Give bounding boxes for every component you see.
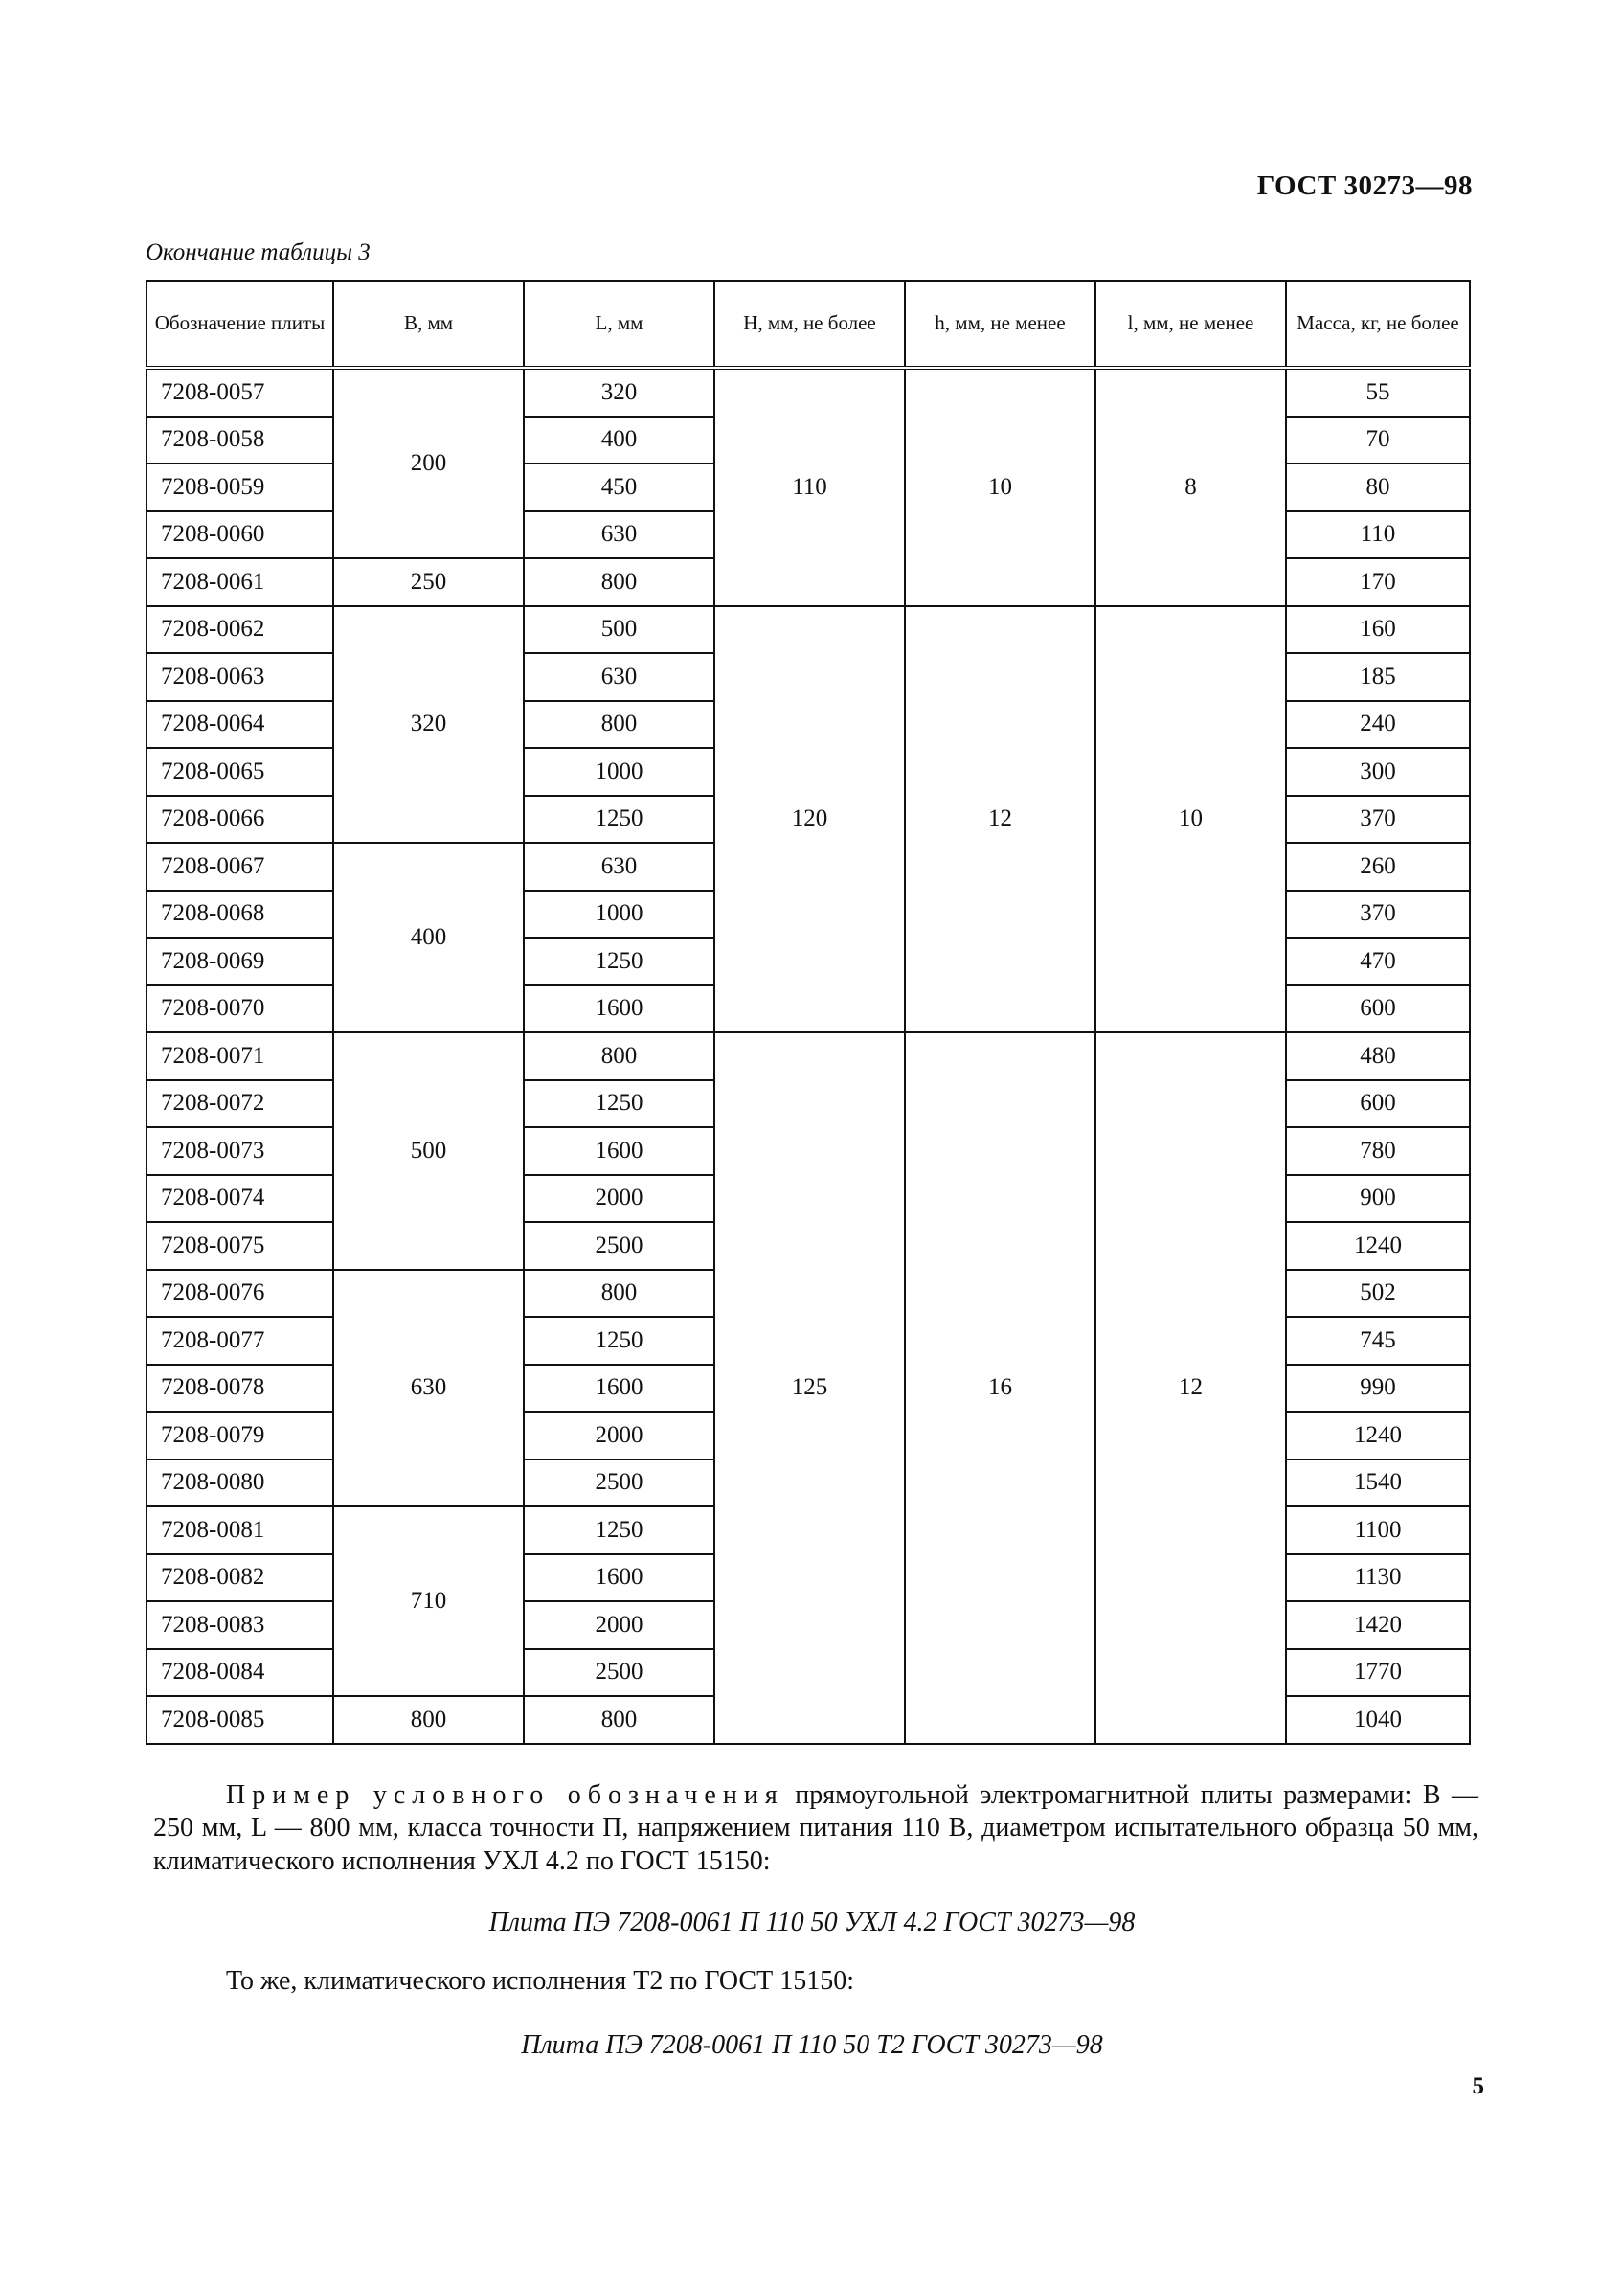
- mass-cell: 470: [1286, 938, 1470, 985]
- mass-cell: 780: [1286, 1127, 1470, 1175]
- designation-cell: 7208-0059: [147, 464, 333, 511]
- l-cell: 1250: [524, 938, 714, 985]
- column-header: Масса, кг, не более: [1286, 281, 1470, 368]
- l-cell: 1250: [524, 796, 714, 844]
- mass-cell: 1420: [1286, 1601, 1470, 1649]
- l-cell: 2000: [524, 1601, 714, 1649]
- l-cell: 800: [524, 701, 714, 749]
- designation-cell: 7208-0074: [147, 1175, 333, 1223]
- l-cell: 630: [524, 843, 714, 891]
- l-cell: 2000: [524, 1412, 714, 1459]
- mass-cell: 745: [1286, 1317, 1470, 1365]
- l-cell: 500: [524, 606, 714, 654]
- column-header: B, мм: [333, 281, 524, 368]
- l-cell: 1600: [524, 985, 714, 1033]
- designation-cell: 7208-0066: [147, 796, 333, 844]
- b-cell: 400: [333, 843, 524, 1032]
- l-cell: 2500: [524, 1459, 714, 1507]
- mass-cell: 170: [1286, 558, 1470, 606]
- designation-cell: 7208-0064: [147, 701, 333, 749]
- mass-cell: 300: [1286, 748, 1470, 796]
- designation-cell: 7208-0081: [147, 1506, 333, 1554]
- mass-cell: 480: [1286, 1032, 1470, 1080]
- b-cell: 250: [333, 558, 524, 606]
- designation-cell: 7208-0084: [147, 1649, 333, 1697]
- designation-cell: 7208-0069: [147, 938, 333, 985]
- designation-cell: 7208-0079: [147, 1412, 333, 1459]
- mass-cell: 80: [1286, 464, 1470, 511]
- designation-cell: 7208-0077: [147, 1317, 333, 1365]
- l-cell: 630: [524, 511, 714, 559]
- h-min-cell: 16: [905, 1032, 1095, 1744]
- table-row: [147, 368, 1470, 417]
- l-cell: 800: [524, 1696, 714, 1744]
- l-cell: 1000: [524, 748, 714, 796]
- l-cell: 800: [524, 558, 714, 606]
- b-cell: 200: [333, 368, 524, 558]
- l-cell: 1000: [524, 891, 714, 939]
- designation-cell: 7208-0057: [147, 368, 333, 417]
- mass-cell: 70: [1286, 417, 1470, 464]
- designation-cell: 7208-0068: [147, 891, 333, 939]
- l-cell: 800: [524, 1270, 714, 1318]
- mass-cell: 1240: [1286, 1222, 1470, 1270]
- l-min-cell: 12: [1095, 1032, 1286, 1744]
- h-max-cell: 125: [714, 1032, 905, 1744]
- mass-cell: 160: [1286, 606, 1470, 654]
- h-min-cell: 10: [905, 368, 1095, 606]
- l-cell: 400: [524, 417, 714, 464]
- l-cell: 1250: [524, 1080, 714, 1128]
- designation-cell: 7208-0061: [147, 558, 333, 606]
- document-header: ГОСТ 30273—98: [1256, 170, 1473, 201]
- same-note: То же, климатического исполнения Т2 по ГОСТ 15150:: [226, 1966, 854, 1996]
- designation-cell: 7208-0085: [147, 1696, 333, 1744]
- mass-cell: 370: [1286, 891, 1470, 939]
- b-cell: 320: [333, 606, 524, 844]
- designation-line-2: Плита ПЭ 7208-0061 П 110 50 Т2 ГОСТ 30273—98: [521, 2030, 1103, 2060]
- l-min-cell: 10: [1095, 606, 1286, 1033]
- mass-cell: 110: [1286, 511, 1470, 559]
- mass-cell: 1100: [1286, 1506, 1470, 1554]
- column-header: H, мм, не более: [714, 281, 905, 368]
- table-row: [147, 1032, 1470, 1080]
- l-min-cell: 8: [1095, 368, 1286, 606]
- h-min-cell: 12: [905, 606, 1095, 1033]
- mass-cell: 1240: [1286, 1412, 1470, 1459]
- spec-table: [146, 280, 1471, 1745]
- designation-cell: 7208-0063: [147, 653, 333, 701]
- designation-example: [153, 1779, 1478, 1878]
- h-max-cell: 120: [714, 606, 905, 1033]
- l-cell: 320: [524, 368, 714, 417]
- page-number: 5: [1472, 2073, 1484, 2099]
- l-cell: 630: [524, 653, 714, 701]
- l-cell: 2500: [524, 1649, 714, 1697]
- designation-cell: 7208-0072: [147, 1080, 333, 1128]
- designation-cell: 7208-0075: [147, 1222, 333, 1270]
- table-row: [147, 606, 1470, 654]
- l-cell: 1600: [524, 1554, 714, 1602]
- mass-cell: 502: [1286, 1270, 1470, 1318]
- column-header: L, мм: [524, 281, 714, 368]
- mass-cell: 240: [1286, 701, 1470, 749]
- l-cell: 1250: [524, 1317, 714, 1365]
- mass-cell: 600: [1286, 1080, 1470, 1128]
- mass-cell: 260: [1286, 843, 1470, 891]
- designation-cell: 7208-0076: [147, 1270, 333, 1318]
- mass-cell: 1130: [1286, 1554, 1470, 1602]
- example-text: прямоугольной электромагнитной плиты размерами: B — 250 мм, L — 800 мм, класса точности П, напряжением питания 110 В, диаметром испытательного образца 50 мм, климатического исполнения УХЛ 4.2 по ГОСТ 15150:: [153, 1780, 1479, 1876]
- mass-cell: 370: [1286, 796, 1470, 844]
- designation-cell: 7208-0078: [147, 1365, 333, 1413]
- mass-cell: 1540: [1286, 1459, 1470, 1507]
- b-cell: 500: [333, 1032, 524, 1270]
- table-header-row: [147, 281, 1470, 368]
- designation-cell: 7208-0062: [147, 606, 333, 654]
- l-cell: 1250: [524, 1506, 714, 1554]
- table-caption: Окончание таблицы 3: [146, 239, 371, 265]
- mass-cell: 55: [1286, 368, 1470, 417]
- designation-cell: 7208-0083: [147, 1601, 333, 1649]
- designation-cell: 7208-0070: [147, 985, 333, 1033]
- l-cell: 450: [524, 464, 714, 511]
- l-cell: 2500: [524, 1222, 714, 1270]
- b-cell: 800: [333, 1696, 524, 1744]
- designation-cell: 7208-0065: [147, 748, 333, 796]
- mass-cell: 1770: [1286, 1649, 1470, 1697]
- designation-cell: 7208-0067: [147, 843, 333, 891]
- designation-cell: 7208-0071: [147, 1032, 333, 1080]
- designation-line-1: Плита ПЭ 7208-0061 П 110 50 УХЛ 4.2 ГОСТ 30273—98: [488, 1908, 1136, 1937]
- mass-cell: 900: [1286, 1175, 1470, 1223]
- mass-cell: 990: [1286, 1365, 1470, 1413]
- designation-cell: 7208-0082: [147, 1554, 333, 1602]
- l-cell: 2000: [524, 1175, 714, 1223]
- mass-cell: 600: [1286, 985, 1470, 1033]
- column-header: Обозначение плиты: [147, 281, 333, 368]
- column-header: l, мм, не менее: [1095, 281, 1286, 368]
- mass-cell: 185: [1286, 653, 1470, 701]
- l-cell: 1600: [524, 1365, 714, 1413]
- mass-cell: 1040: [1286, 1696, 1470, 1744]
- example-lead: Пример условного обозначения: [226, 1780, 784, 1810]
- l-cell: 1600: [524, 1127, 714, 1175]
- h-max-cell: 110: [714, 368, 905, 606]
- designation-cell: 7208-0060: [147, 511, 333, 559]
- b-cell: 710: [333, 1506, 524, 1696]
- column-header: h, мм, не менее: [905, 281, 1095, 368]
- designation-cell: 7208-0080: [147, 1459, 333, 1507]
- l-cell: 800: [524, 1032, 714, 1080]
- designation-cell: 7208-0058: [147, 417, 333, 464]
- designation-cell: 7208-0073: [147, 1127, 333, 1175]
- b-cell: 630: [333, 1270, 524, 1507]
